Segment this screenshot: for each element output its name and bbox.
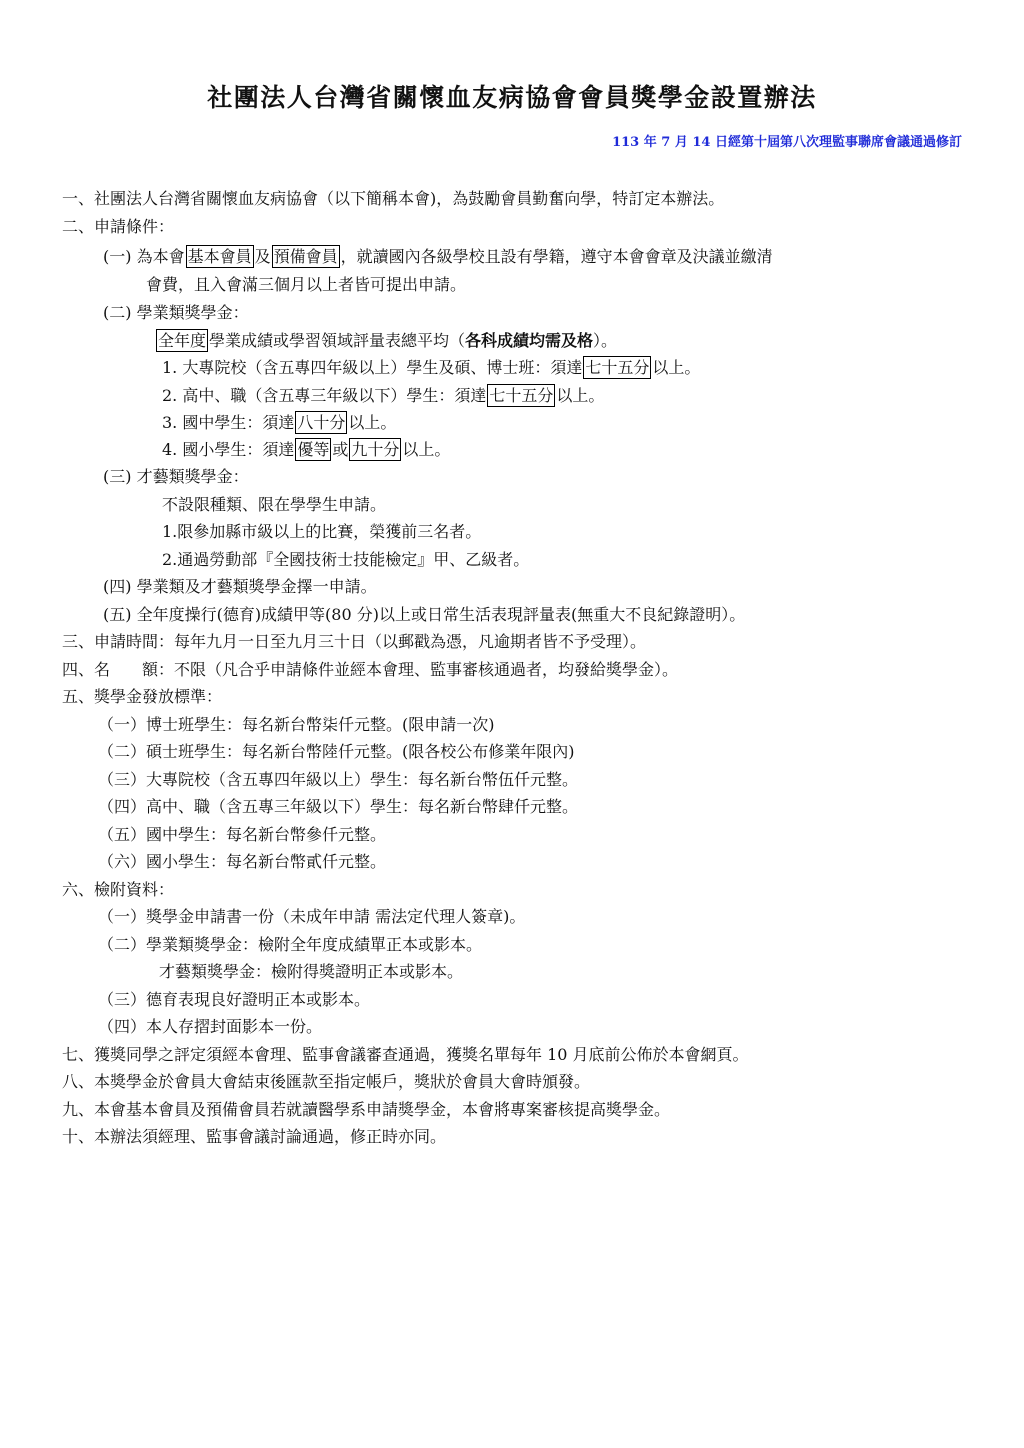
article-3: 三、申請時間：每年九月一日至九月三十日（以郵戳為憑，凡逾期者皆不予受理）。 <box>62 632 647 651</box>
academic-item <box>162 409 396 436</box>
boxed-basic-member: 基本會員 <box>187 247 252 266</box>
academic-item-text: 3. 國中學生：須達 <box>162 413 295 432</box>
award-item: （四）高中、職（含五專三年級以下）學生：每名新台幣肆仟元整。 <box>98 797 579 816</box>
article-2-heading: 二、申請條件： <box>62 217 175 236</box>
award-item: （一）博士班學生：每名新台幣柒仟元整。(限申請一次) <box>98 715 495 734</box>
article-4: 四、名 額：不限（凡合乎申請條件並經本會理、監事審核通過者，均發給獎學金）。 <box>62 660 679 679</box>
academic-item-text: 2. 高中、職（含五專三年級以下）學生：須達 <box>162 386 487 405</box>
article-1: 一、社團法人台灣省關懷血友病協會（以下簡稱本會)，為鼓勵會員勤奮向學，特訂定本辦法。 <box>62 189 725 208</box>
condition-1 <box>103 243 773 270</box>
condition-1-text-a: (一) 為本會 <box>103 247 185 266</box>
condition-1-text-c: ，就讀國內各級學校且設有學籍，遵守本會會章及決議並繳清 <box>340 247 773 266</box>
attachment-item: （三）德育表現良好證明正本或影本。 <box>98 990 371 1009</box>
academic-criteria <box>155 327 617 354</box>
academic-item <box>162 436 450 463</box>
academic-item <box>162 354 700 381</box>
talent-intro: 不設限種類、限在學學生申請。 <box>162 495 387 514</box>
document-title: 社團法人台灣省關懷血友病協會會員獎學金設置辦法 <box>207 83 817 112</box>
academic-item <box>162 382 604 409</box>
academic-criteria-bold: 各科成績均需及格 <box>465 331 594 350</box>
attachment-item: （二）學業類獎學金：檢附全年度成績單正本或影本。 <box>98 935 483 954</box>
article-5-heading: 五、獎學金發放標準： <box>62 687 223 706</box>
academic-item-text: 1. 大專院校（含五專四年級以上）學生及碩、博士班：須達 <box>162 358 583 377</box>
boxed-grade: 優等 <box>297 440 330 459</box>
article-10: 十、本辦法須經理、監事會議討論通過，修正時亦同。 <box>62 1127 447 1146</box>
article-9: 九、本會基本會員及預備會員若就讀醫學系申請獎學金，本會將專案審核提高獎學金。 <box>62 1100 671 1119</box>
talent-item: 2.通過勞動部『全國技術士技能檢定』甲、乙級者。 <box>162 550 530 569</box>
attachment-item: （四）本人存摺封面影本一份。 <box>98 1017 323 1036</box>
condition-1-text-b: 及 <box>254 247 271 266</box>
article-7: 七、獲獎同學之評定須經本會理、監事會議審查通過，獲獎名單每年 10 月底前公佈於本會網頁。 <box>62 1045 749 1064</box>
award-item: （三）大專院校（含五專四年級以上）學生：每名新台幣伍仟元整。 <box>98 770 579 789</box>
article-6-heading: 六、檢附資料： <box>62 880 175 899</box>
condition-4: (四) 學業類及才藝類獎學金擇一申請。 <box>103 577 377 596</box>
attachment-item: 才藝類獎學金：檢附得獎證明正本或影本。 <box>159 962 464 981</box>
boxed-score: 七十五分 <box>489 386 554 405</box>
attachment-item: （一）獎學金申請書一份（未成年申請 需法定代理人簽章)。 <box>98 907 526 926</box>
award-item: （五）國中學生：每名新台幣參仟元整。 <box>98 825 387 844</box>
boxed-score: 七十五分 <box>585 358 650 377</box>
academic-item-text: 4. 國小學生：須達 <box>162 440 295 459</box>
boxed-score: 九十分 <box>351 440 400 459</box>
article-8: 八、本獎學金於會員大會結束後匯款至指定帳戶，獎狀於會員大會時頒發。 <box>62 1072 591 1091</box>
boxed-full-year: 全年度 <box>158 331 207 350</box>
academic-item-suffix: 以上。 <box>402 440 451 459</box>
award-item: （二）碩士班學生：每名新台幣陸仟元整。(限各校公布修業年限內) <box>98 742 575 761</box>
condition-1-continued: 會費，且入會滿三個月以上者皆可提出申請。 <box>146 275 467 294</box>
academic-item-suffix: 以上。 <box>652 358 701 377</box>
talent-item: 1.限參加縣市級以上的比賽，榮獲前三名者。 <box>162 522 482 541</box>
boxed-preparatory-member: 預備會員 <box>273 247 338 266</box>
academic-item-suffix: 以上。 <box>348 413 397 432</box>
condition-5: (五) 全年度操行(德育)成績甲等(80 分)以上或日常生活表現評量表(無重大不良紀錄證明）。 <box>103 605 746 624</box>
amendment-note: 113 年 7 月 14 日經第十屆第八次理監事聯席會議通過修訂 <box>612 135 962 150</box>
condition-3-heading: (三) 才藝類獎學金： <box>103 467 249 486</box>
condition-2-heading: (二) 學業類獎學金： <box>103 303 249 322</box>
academic-criteria-text: 學業成績或學習領域評量表總平均（ <box>209 331 466 350</box>
boxed-score: 八十分 <box>297 413 346 432</box>
academic-item-or: 或 <box>332 440 349 459</box>
award-item: （六）國小學生：每名新台幣貳仟元整。 <box>98 852 387 871</box>
academic-item-suffix: 以上。 <box>556 386 605 405</box>
academic-criteria-end: ）。 <box>593 331 618 350</box>
